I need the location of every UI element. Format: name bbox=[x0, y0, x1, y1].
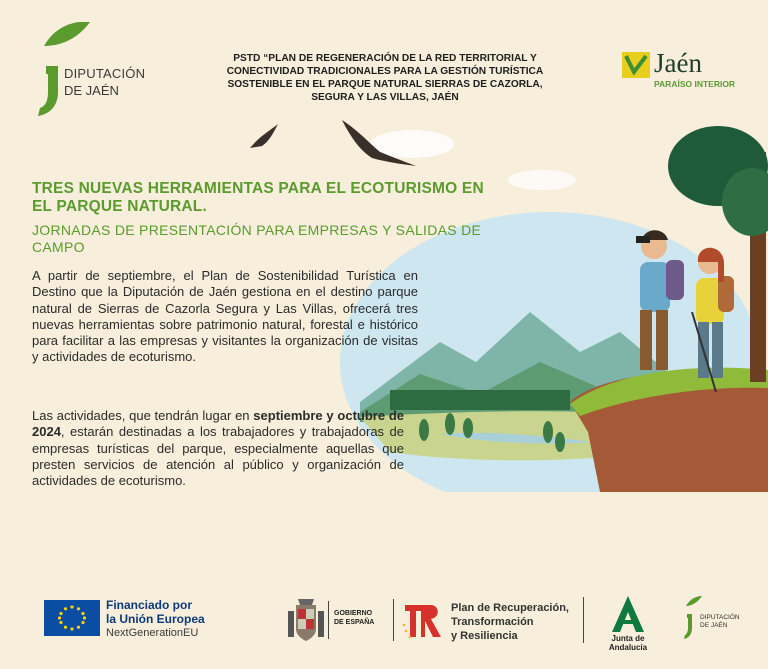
cloud bbox=[508, 170, 576, 190]
bird-icon bbox=[250, 124, 278, 148]
headline: TRES NUEVAS HERRAMIENTAS PARA EL ECOTURISMO EN EL PARQUE NATURAL. bbox=[32, 180, 484, 215]
paragraph-intro: A partir de septiembre, el Plan de Sostenibilidad Turística en Destino que la Diputación de Jaén gestiona en el destino parque natural de Sierras de Cazorla Segura y Las Villas, ofrecerá tres nuevas herramientas sobre patrimonio natural, forestal e histórico para facilitar a las empresas y visitantes la organización de visitas y actividades de ecoturismo. bbox=[32, 268, 418, 365]
project-title: PSTD “PLAN DE REGENERACIÓN DE LA RED TERRITORIAL Y CONECTIVIDAD TRADICIONALES PARA LA GESTIÓN TURÍSTICA SOSTENIBLE EN EL PARQUE NATURAL SIERRAS DE CAZORLA, SEGURA Y LAS VILLAS, JAÉN bbox=[226, 53, 544, 103]
divider bbox=[583, 597, 584, 643]
gobierno-line2: DE ESPAÑA bbox=[334, 619, 375, 626]
diputacion-logo bbox=[36, 22, 166, 122]
subheadline: JORNADAS DE PRESENTACIÓN PARA EMPRESAS Y SALIDAS DE CAMPO bbox=[32, 222, 482, 255]
paragraph-activities-dates: septiembre y octubre de 2024 bbox=[32, 408, 404, 440]
recovery-line2: Transformación bbox=[451, 616, 534, 628]
junta-label: Junta de Andalucía bbox=[608, 634, 648, 652]
diputacion-name-line1: DIPUTACIÓN bbox=[64, 66, 146, 81]
jaen-tagline: PARAÍSO INTERIOR bbox=[654, 79, 736, 89]
eu-line2: la Unión Europea bbox=[106, 612, 205, 626]
paragraph-activities-post: , estarán destinadas a los trabajadores y trabajadoras de empresas turísticas del parque, especialmente aquellas que presten servicios de atención al público y organización de actividades de ecoturismo. bbox=[32, 424, 404, 489]
gobierno-espana-logo bbox=[284, 597, 384, 643]
gobierno-line1: GOBIERNO bbox=[334, 610, 373, 617]
diputacion-small-text bbox=[700, 614, 740, 630]
eu-line1: Financiado por bbox=[106, 598, 193, 612]
jaen-paraiso-logo bbox=[622, 50, 752, 90]
junta-andalucia-logo bbox=[592, 596, 662, 652]
recovery-plan-text bbox=[451, 601, 569, 643]
recovery-plan-logo bbox=[393, 597, 583, 643]
diputacion-small-logo bbox=[684, 596, 754, 644]
spain-coat-of-arms-icon bbox=[284, 597, 328, 643]
gobierno-text bbox=[334, 609, 374, 627]
forest bbox=[390, 390, 570, 410]
diputacion-name-line2: DE JAÉN bbox=[64, 83, 119, 98]
junta-a-icon bbox=[612, 596, 644, 632]
jaen-square-icon bbox=[622, 52, 650, 78]
paragraph-activities-pre: Las actividades, que tendrán lugar en bbox=[32, 408, 254, 423]
eu-line3: NextGenerationEU bbox=[106, 627, 199, 639]
divider bbox=[393, 599, 394, 641]
eu-flag-icon bbox=[44, 600, 100, 636]
diputacion-small-line2: DE JAÉN bbox=[700, 622, 728, 629]
recovery-line1: Plan de Recuperación, bbox=[451, 602, 569, 614]
paragraph-activities bbox=[32, 408, 404, 489]
tr-logo-icon bbox=[401, 601, 445, 641]
jaen-wordmark: Jaén bbox=[654, 48, 702, 78]
divider bbox=[328, 601, 329, 639]
recovery-line3: y Resiliencia bbox=[451, 630, 518, 642]
diputacion-small-line1: DIPUTACIÓN bbox=[700, 614, 740, 621]
eu-funding-text bbox=[106, 598, 205, 640]
